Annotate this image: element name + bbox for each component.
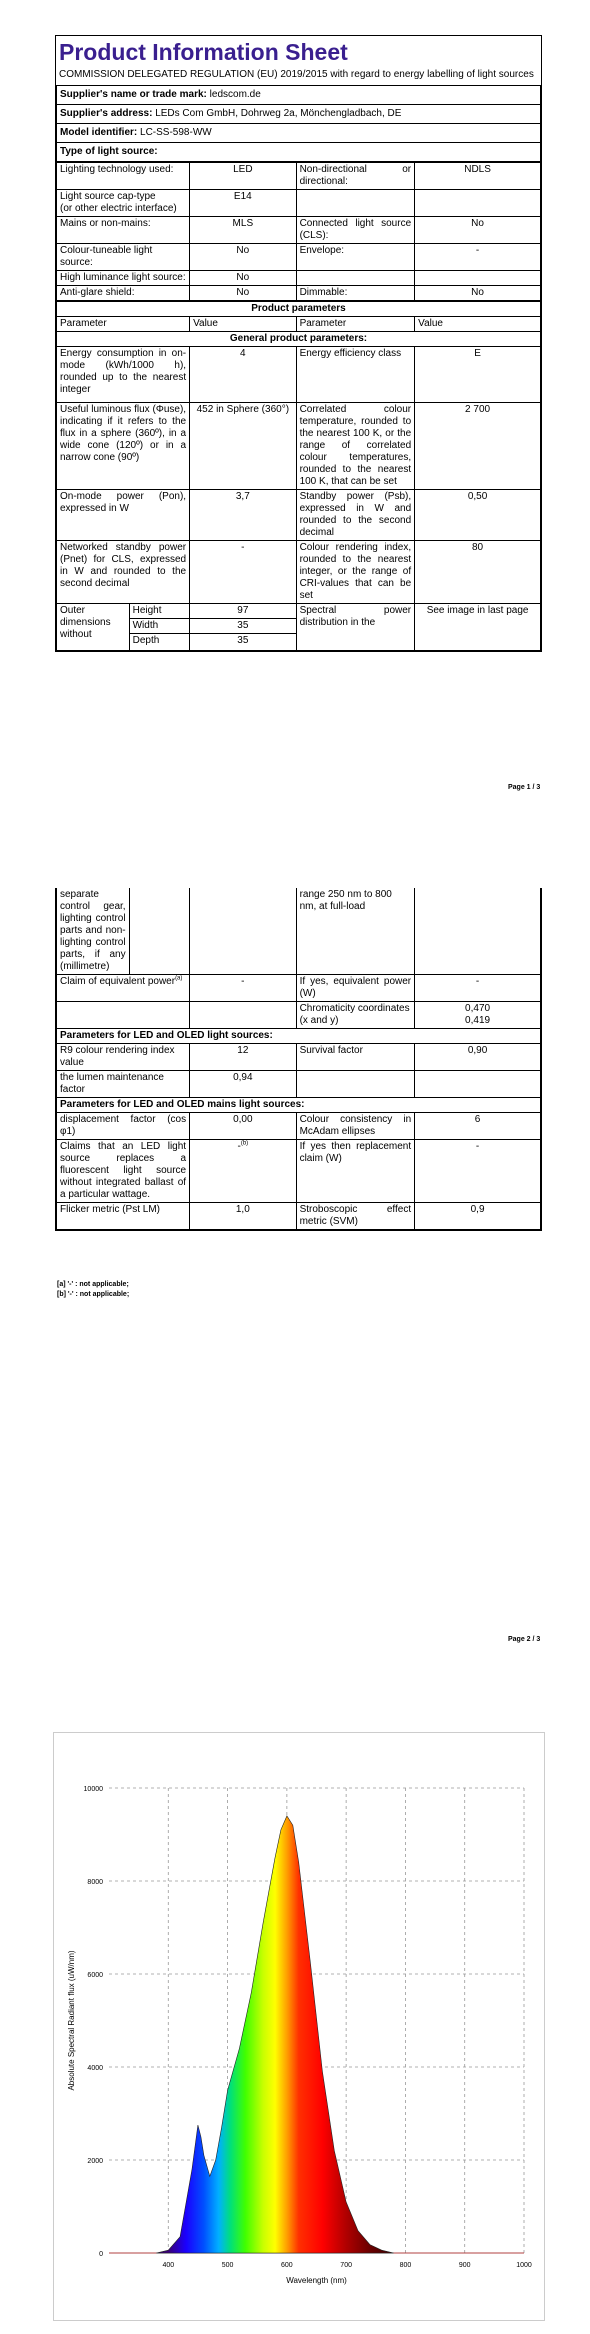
mains-row — [57, 1140, 541, 1203]
type-value-2: NDLS — [415, 163, 541, 190]
mains-value-1 — [190, 1140, 296, 1203]
general-value-1: 452 in Sphere (360°) — [190, 403, 296, 490]
x-tick-label: 500 — [221, 2262, 234, 2269]
y-tick-label: 6000 — [87, 1972, 103, 1979]
supplier-name-row — [57, 86, 541, 105]
general-value-1: - — [190, 541, 296, 604]
regulation-text: COMMISSION DELEGATED REGULATION (EU) 2019/2015 with regard to energy labelling of light sources — [59, 69, 534, 80]
mains-value-1-text: 0,00 — [233, 1114, 253, 1125]
type-value-1: No — [190, 271, 296, 286]
general-param-1 — [57, 347, 190, 403]
mains-value-2: 6 — [415, 1113, 541, 1140]
spd-label: Spectral power distribution in the — [296, 604, 415, 651]
general-row — [57, 403, 541, 490]
type-param-1-text: Colour-tuneable light source: — [60, 245, 153, 268]
led-value-2 — [415, 1071, 541, 1098]
footnote-a: [a] '-' : not applicable; — [57, 1281, 129, 1288]
x-tick-label: 900 — [458, 2262, 471, 2269]
type-row — [57, 271, 541, 286]
type-param-1-text: High luminance light source: — [60, 272, 186, 283]
depth-label: Depth — [129, 634, 190, 651]
general-value-1: 4 — [190, 347, 296, 403]
spd-value: See image in last page — [415, 604, 541, 651]
continued-table — [56, 888, 541, 1230]
chromaticity-empty-param — [57, 1002, 190, 1029]
mains-param-2: Stroboscopic effect metric (SVM) — [296, 1203, 415, 1230]
claim-equivalent-power-text: Claim of equivalent power — [60, 976, 176, 987]
type-param-1-subtext: (or other electric interface) — [60, 203, 177, 214]
equivalent-power-value: - — [415, 975, 541, 1002]
params-table — [56, 301, 541, 651]
mains-params-heading: Parameters for LED and OLED mains light sources: — [57, 1098, 541, 1113]
page-title: Product Information Sheet — [59, 39, 348, 65]
general-value-2: 2 700 — [415, 403, 541, 490]
info-sheet-page-1 — [55, 35, 542, 652]
chromaticity-y: 0,419 — [465, 1015, 491, 1026]
type-param-2: Envelope: — [296, 244, 415, 271]
led-param-2: Survival factor — [296, 1044, 415, 1071]
chromaticity-label: Chromaticity coordinates (x and y) — [296, 1002, 415, 1029]
info-sheet-page-2 — [55, 888, 542, 1231]
y-tick-label: 10000 — [83, 1786, 103, 1793]
general-param-1-text: On-mode power (Pon), expressed in W — [60, 491, 187, 514]
height-value: 97 — [190, 604, 296, 619]
type-param-1-text: Anti-glare shield: — [60, 287, 135, 298]
model-identifier-label: Model identifier: — [60, 127, 138, 138]
general-value-2: 80 — [415, 541, 541, 604]
col-parameter-2: Parameter — [296, 317, 415, 332]
outer-dimensions-label: Outer dimensions without — [57, 604, 130, 651]
general-row — [57, 347, 541, 403]
type-param-1-text: Mains or non-mains: — [60, 218, 151, 229]
mains-value-1-text: 1,0 — [235, 1204, 250, 1215]
mains-param-1: Flicker metric (Pst LM) — [57, 1203, 190, 1230]
type-row — [57, 217, 541, 244]
type-value-1: E14 — [190, 190, 296, 217]
type-param-1-text: Lighting technology used: — [60, 164, 174, 175]
mains-param-1: Claims that an LED light source replaces a fluorescent light source without integrated ballast of a particular wattage. — [57, 1140, 190, 1203]
type-value-1: LED — [190, 163, 296, 190]
x-tick-label: 800 — [399, 2262, 412, 2269]
light-source-type-heading: Type of light source: — [57, 143, 541, 162]
mains-param-2: Colour consistency in McAdam ellipses — [296, 1113, 415, 1140]
type-table — [56, 162, 541, 301]
type-param-1-text: Light source cap-type — [60, 191, 156, 202]
mains-value-2: - — [415, 1140, 541, 1203]
y-tick-label: 4000 — [87, 2065, 103, 2072]
supplier-address-label: Supplier's address: — [60, 108, 153, 119]
page-number-2: Page 2 / 3 — [508, 1636, 541, 1643]
mains-value-1-text: - — [237, 1141, 241, 1152]
led-value-1: 12 — [190, 1044, 296, 1071]
led-row — [57, 1071, 541, 1098]
type-param-2: Connected light source (CLS): — [296, 217, 415, 244]
x-axis-label: Wavelength (nm) — [286, 2276, 347, 2285]
col-value-2: Value — [415, 317, 541, 332]
led-param-1: the lumen maintenance factor — [57, 1071, 190, 1098]
type-row — [57, 286, 541, 301]
spectral-chart-svg — [54, 1733, 544, 2320]
mains-param-2: If yes then replacement claim (W) — [296, 1140, 415, 1203]
width-label: Width — [129, 619, 190, 634]
model-identifier-row — [57, 124, 541, 143]
mains-row — [57, 1113, 541, 1140]
type-param-2: Dimmable: — [296, 286, 415, 301]
height-label: Height — [129, 604, 190, 619]
type-param-1 — [57, 217, 190, 244]
supplier-address-row — [57, 105, 541, 124]
type-param-1 — [57, 271, 190, 286]
product-parameters-heading: Product parameters — [57, 302, 541, 317]
claim-equivalent-power-label — [57, 975, 190, 1002]
general-parameters-heading: General product parameters: — [57, 332, 541, 347]
led-param-1: R9 colour rendering index value — [57, 1044, 190, 1071]
footnote-b: [b] '-' : not applicable; — [57, 1291, 130, 1298]
type-value-2 — [415, 271, 541, 286]
supplier-name-label: Supplier's name or trade mark: — [60, 89, 207, 100]
led-param-2 — [296, 1071, 415, 1098]
mains-value-2: 0,9 — [415, 1203, 541, 1230]
x-tick-label: 700 — [340, 2262, 352, 2269]
spectral-chart — [53, 1732, 545, 2321]
outer-dimensions-label-cont: separate control gear, lighting control parts and non-lighting control parts, if any (millimetre) — [57, 888, 130, 975]
type-row — [57, 190, 541, 217]
depth-value: 35 — [190, 634, 296, 651]
mains-param-1: displacement factor (cos φ1) — [57, 1113, 190, 1140]
type-param-1 — [57, 286, 190, 301]
type-param-1 — [57, 190, 190, 217]
chromaticity-values — [415, 1002, 541, 1029]
general-param-1-text: Useful luminous flux (Φuse), indicating if it refers to the flux in a sphere (360º), in a wide cone (120º) or in a narrow cone (90º) — [60, 404, 187, 463]
y-tick-label: 2000 — [87, 2158, 103, 2165]
chromaticity-x: 0,470 — [465, 1003, 491, 1014]
general-param-1 — [57, 403, 190, 490]
spd-value-cont — [415, 888, 541, 975]
supplier-name-value: ledscom.de — [209, 89, 261, 100]
type-value-1: No — [190, 286, 296, 301]
chromaticity-empty-value — [190, 1002, 296, 1029]
general-value-2: E — [415, 347, 541, 403]
claim-equivalent-power-value: - — [190, 975, 296, 1002]
general-param-2: Energy efficiency class — [296, 347, 415, 403]
col-value-1: Value — [190, 317, 296, 332]
general-param-1 — [57, 490, 190, 541]
general-row — [57, 541, 541, 604]
type-value-2 — [415, 190, 541, 217]
type-value-2: No — [415, 286, 541, 301]
x-tick-label: 600 — [281, 2262, 293, 2269]
footnote-ref-b: (b) — [240, 1140, 249, 1147]
mains-value-1 — [190, 1113, 296, 1140]
mains-row — [57, 1203, 541, 1230]
general-param-1 — [57, 541, 190, 604]
type-param-2 — [296, 271, 415, 286]
general-value-2: 0,50 — [415, 490, 541, 541]
mains-value-1 — [190, 1203, 296, 1230]
model-identifier-value: LC-SS-598-WW — [140, 127, 212, 138]
general-value-1: 3,7 — [190, 490, 296, 541]
col-parameter-1: Parameter — [57, 317, 190, 332]
type-param-1 — [57, 244, 190, 271]
type-value-1: No — [190, 244, 296, 271]
outer-dimensions-empty-1 — [129, 888, 190, 975]
footnote-ref-a: (a) — [175, 975, 183, 982]
led-value-1: 0,94 — [190, 1071, 296, 1098]
general-param-2: Standby power (Psb), expressed in W and rounded to the second decimal — [296, 490, 415, 541]
outer-dimensions-empty-2 — [190, 888, 296, 975]
spd-label-cont: range 250 nm to 800 nm, at full-load — [296, 888, 415, 975]
page-number-1: Page 1 / 3 — [508, 784, 541, 791]
general-param-2: Correlated colour temperature, rounded to the nearest 100 K, or the range of correlated colour temperatures, rounded to the nearest 100 K, that can be set — [296, 403, 415, 490]
y-tick-label: 0 — [99, 2251, 103, 2258]
led-params-heading: Parameters for LED and OLED light sources: — [57, 1029, 541, 1044]
type-param-2 — [296, 190, 415, 217]
type-param-1 — [57, 163, 190, 190]
type-row — [57, 163, 541, 190]
x-tick-label: 1000 — [516, 2262, 532, 2269]
led-value-2: 0,90 — [415, 1044, 541, 1071]
equivalent-power-label: If yes, equivalent power (W) — [296, 975, 415, 1002]
supplier-address-value: LEDs Com GmbH, Dohrweg 2a, Mönchengladbach, DE — [155, 108, 402, 119]
general-row — [57, 490, 541, 541]
y-axis-label: Absolute Spectral Radiant flux (uW/nm) — [67, 1950, 76, 2091]
width-value: 35 — [190, 619, 296, 634]
general-param-2: Colour rendering index, rounded to the nearest integer, or the range of CRI-values that can be set — [296, 541, 415, 604]
type-value-1: MLS — [190, 217, 296, 244]
general-param-1-text: Networked standby power (Pnet) for CLS, expressed in W and rounded to the second decimal — [60, 542, 187, 589]
led-row — [57, 1044, 541, 1071]
footnotes — [57, 1280, 129, 1300]
type-param-2: Non-directional or directional: — [296, 163, 415, 190]
type-value-2: No — [415, 217, 541, 244]
type-value-2: - — [415, 244, 541, 271]
header-table — [56, 85, 541, 162]
general-param-1-text: Energy consumption in on-mode (kWh/1000 h), rounded up to the nearest integer — [60, 348, 187, 395]
type-row — [57, 244, 541, 271]
spectrum-area — [156, 1816, 393, 2253]
x-tick-label: 400 — [162, 2262, 175, 2269]
y-tick-label: 8000 — [87, 1879, 103, 1886]
